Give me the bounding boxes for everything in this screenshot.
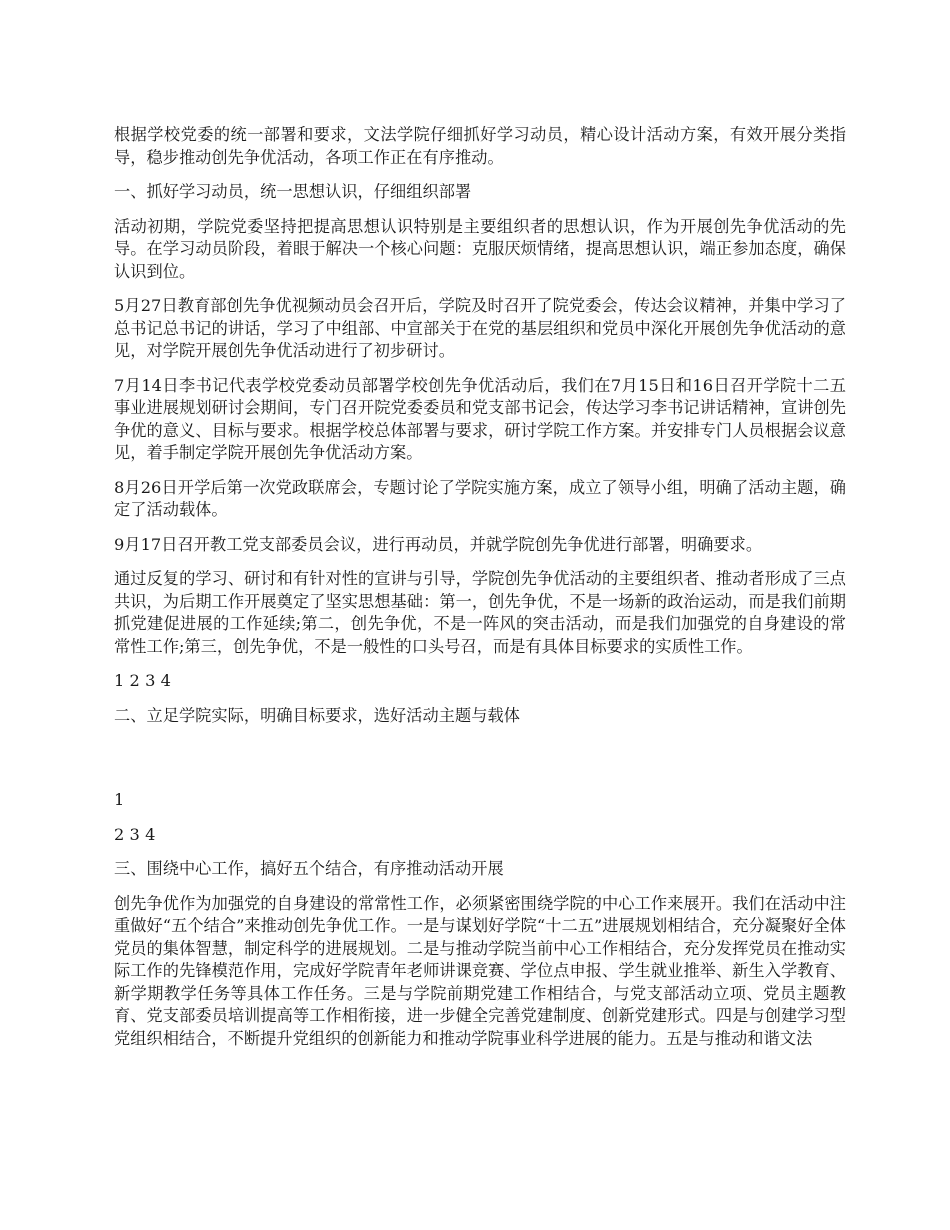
- intro-paragraph: 根据学校党委的统一部署和要求，文法学院仔细抓好学习动员，精心设计活动方案，有效开展分类指导，稳步推动创先争优活动，各项工作正在有序推动。: [114, 125, 846, 167]
- body-paragraph: 7月14日李书记代表学校党委动员部署学校创先争优活动后，我们在7月15日和16日召开学院十二五事业进展规划研讨会期间，专门召开院党委委员和党支部书记会，传达学习李书记讲话精神，宣讲创先争优的意义、目标与要求。根据学校总体部署与要求，研讨学院工作方案。并安排专门人员根据会议意见，着手制定学院开展创先争优活动方案。: [114, 375, 846, 462]
- section-heading-1: 一、抓好学习动员，统一思想认识，仔细组织部署: [114, 182, 472, 201]
- document-body: [114, 124, 846, 1062]
- body-paragraph: 9月17日召开教工党支部委员会议，进行再动员，并就学院创先争优进行部署，明确要求。: [114, 534, 763, 554]
- page-number-row: 1: [114, 790, 125, 809]
- body-paragraph: 8月26日开学后第一次党政联席会，专题讨论了学院实施方案，成立了领导小组，明确了活动主题，确定了活动载体。: [114, 477, 846, 519]
- body-paragraph: 5月27日教育部创先争优视频动员会召开后，学院及时召开了院党委会，传达会议精神，并集中学习了总书记总书记的讲话，学习了中组部、中宣部关于在党的基层组织和党员中深化开展创先争优活动的意见，对学院开展创先争优活动进行了初步研讨。: [114, 296, 846, 360]
- section-heading-3: 三、围绕中心工作，搞好五个结合，有序推动活动开展: [114, 859, 504, 878]
- body-paragraph: 活动初期，学院党委坚持把提高思想认识特别是主要组织者的思想认识，作为开展创先争优活动的先导。在学习动员阶段，着眼于解决一个核心问题：克服厌烦情绪，提高思想认识，端正参加态度，确保认识到位。: [114, 216, 846, 281]
- page-number-row: 2 3 4: [114, 824, 156, 844]
- body-paragraph: 创先争优作为加强党的自身建设的常常性工作，必须紧密围绕学院的中心工作来展开。我们在活动中注重做好“五个结合”来推动创先争优工作。一是与谋划好学院“十二五”进展规划相结合，充分凝聚好全体党员的集体智慧，制定科学的进展规划。二是与推动学院当前中心工作相结合，充分发挥党员在推动实际工作的先锋模范作用，完成好学院青年老师讲课竞赛、学位点申报、学生就业推举、新生入学教育、新学期教学任务等具体工作任务。三是与学院前期党建工作相结合，与党支部活动立项、党员主题教育、党支部委员培训提高等工作相衔接，进一步健全完善党建制度、创新党建形式。四是与创建学习型党组织相结合，不断提升党组织的创新能力和推动学院事业科学进展的能力。五是与推动和谐文法: [114, 893, 846, 1048]
- body-paragraph: 通过反复的学习、研讨和有针对性的宣讲与引导，学院创先争优活动的主要组织者、推动者形成了三点共识，为后期工作开展奠定了坚实思想基础：第一，创先争优，不是一场新的政治运动，而是我们前期抓党建促进展的工作延续;第二，创先争优，不是一阵风的突击活动，而是我们加强党的自身建设的常常性工作;第三，创先争优，不是一般性的口头号召，而是有具体目标要求的实质性工作。: [114, 569, 846, 656]
- section-heading-2: 二、立足学院实际，明确目标要求，选好活动主题与载体: [114, 705, 520, 725]
- blank-space: [114, 739, 846, 789]
- page-number-row: 1 2 3 4: [114, 671, 171, 690]
